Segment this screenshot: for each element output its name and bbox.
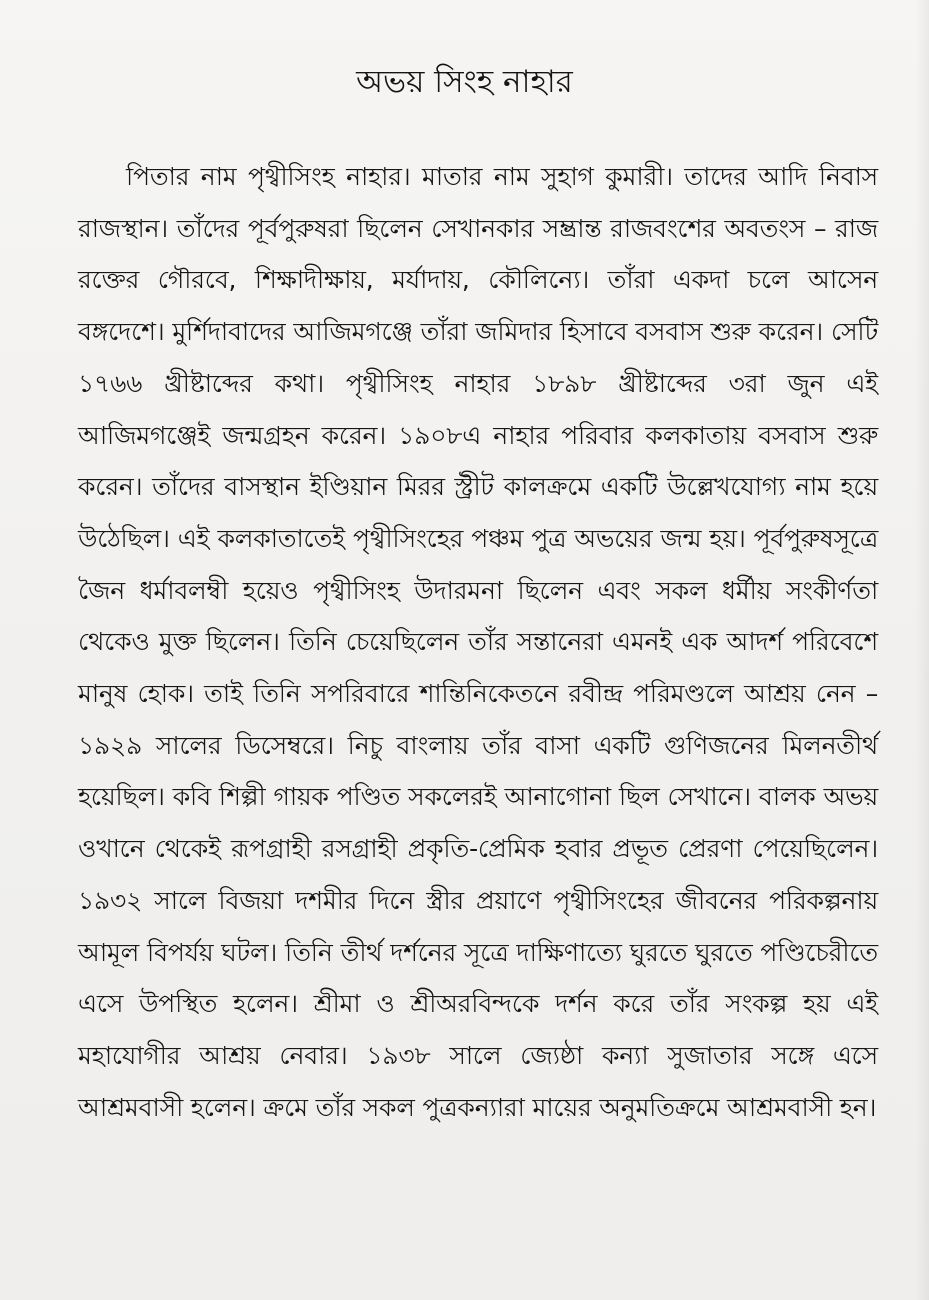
page-title: অভয় সিংহ নাহার: [356, 64, 573, 100]
body-paragraph: পিতার নাম পৃথ্বীসিংহ নাহার। মাতার নাম সুহাগ কুমারী। তাদের আদি নিবাস রাজস্থান। তাঁদের পূর্বপুরুষরা ছিলেন সেখানকার সম্ভ্রান্ত রাজবংশের অবতংস – রাজ রক্তের গৌরবে, শিক্ষাদীক্ষায়, মর্যাদায়, কৌলিন্যে। তাঁরা একদা চলে আসেন বঙ্গদেশে। মুর্শিদাবাদের আজিমগঞ্জে তাঁরা জমিদার হিসাবে বসবাস শুরু করেন। সেটি ১৭৬৬ খ্রীষ্টাব্দের কথা। পৃথ্বীসিংহ নাহার ১৮৯৮ খ্রীষ্টাব্দের ৩রা জুন এই আজিমগঞ্জেই জন্মগ্রহন করেন। ১৯০৮এ নাহার পরিবার কলকাতায় বসবাস শুরু করেন। তাঁদের বাসস্থান ইণ্ডিয়ান মিরর স্ট্রীট কালক্রমে একটি উল্লেখযোগ্য নাম হয়ে উঠেছিল। এই কলকাতাতেই পৃথ্বীসিংহের পঞ্চম পুত্র অভয়ের জন্ম হয়। পূর্বপুরুষসূত্রে জৈন ধর্মাবলম্বী হয়েও পৃথ্বীসিংহ উদারমনা ছিলেন এবং সকল ধর্মীয় সংকীর্ণতা থেকেও মুক্ত ছিলেন। তিনি চেয়েছিলেন তাঁর সন্তানেরা এমনই এক আদর্শ পরিবেশে মানুষ হোক। তাই তিনি সপরিবারে শান্তিনিকেতনে রবীন্দ্র পরিমণ্ডলে আশ্রয় নেন – ১৯২৯ সালের ডিসেম্বরে। নিচু বাংলায় তাঁর বাসা একটি গুণিজনের মিলনতীর্থ হয়েছিল। কবি শিল্পী গায়ক পণ্ডিত সকলেরই আনাগোনা ছিল সেখানে। বালক অভয় ওখানে থেকেই রূপগ্রাহী রসগ্রাহী প্রকৃতি-প্রেমিক হবার প্রভূত প্রেরণা পেয়েছিলেন। ১৯৩২ সালে বিজয়া দশমীর দিনে স্ত্রীর প্রয়াণে পৃথ্বীসিংহের জীবনের পরিকল্পনায় আমূল বিপর্যয় ঘটল। তিনি তীর্থ দর্শনের সূত্রে দাক্ষিণাত্যে ঘুরতে ঘুরতে পণ্ডিচেরীতে এসে উপস্থিত হলেন। শ্রীমা ও শ্রীঅরবিন্দকে দর্শন করে তাঁর সংকল্প হয় এই মহাযোগীর আশ্রয় নেবার। ১৯৩৮ সালে জ্যেষ্ঠা কন্যা সুজাতার সঙ্গে এসে আশ্রমবাসী হলেন। ক্রমে তাঁর সকল পুত্রকন্যারা মায়ের অনুমতিক্রমে আশ্রমবাসী হন।: [78, 162, 878, 1122]
page-edge-shadow: [915, 0, 929, 1300]
